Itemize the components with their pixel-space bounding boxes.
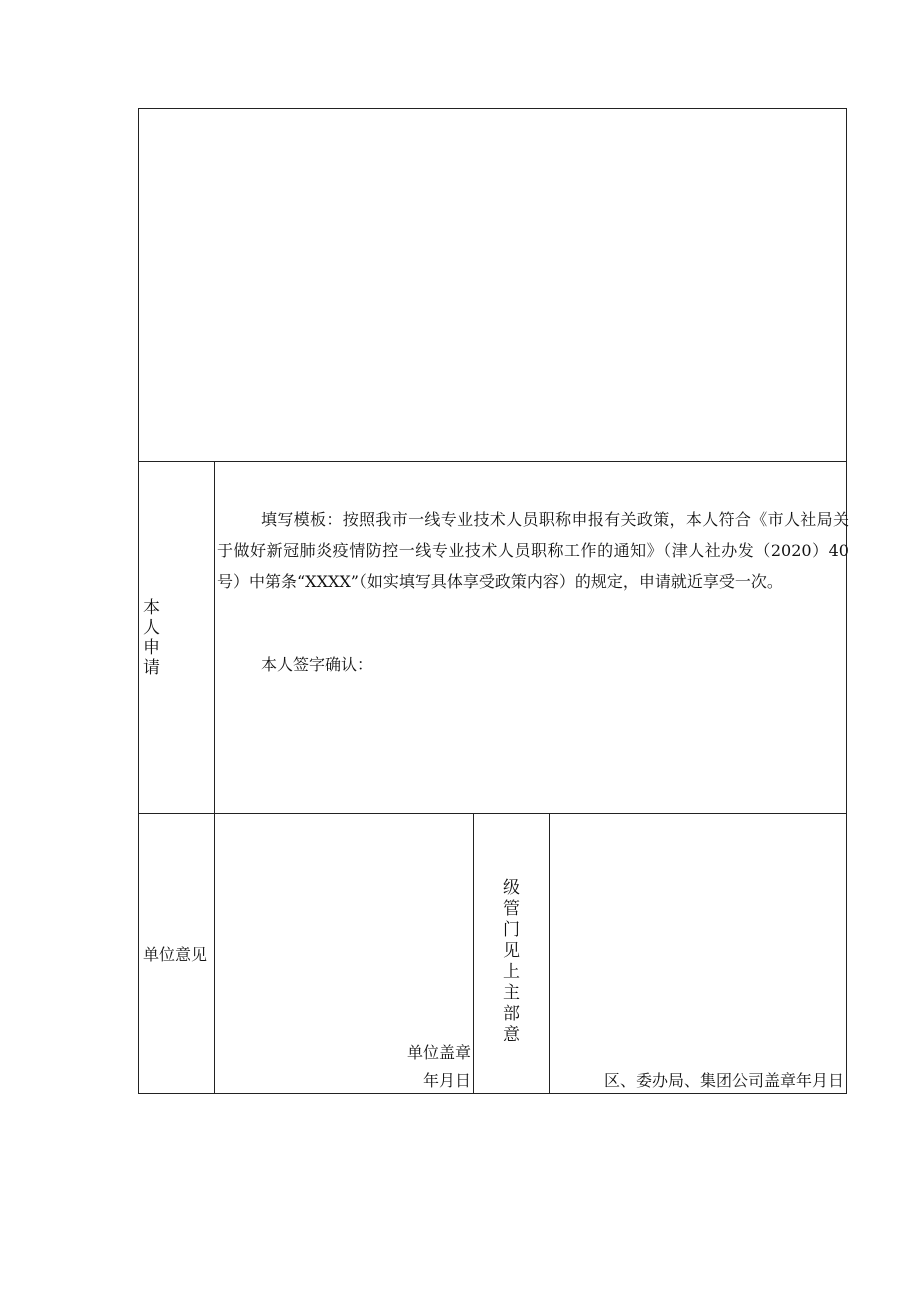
superior-label-char: 意 (503, 1025, 520, 1045)
superior-opinion-cell[interactable] (550, 814, 847, 1094)
signature-confirm-label: 本人签字确认： (261, 655, 374, 674)
unit-opinion-cell[interactable] (215, 814, 474, 1094)
unit-opinion-label: 单位意见 (139, 814, 215, 1094)
applicant-label (139, 462, 215, 814)
superior-label-char: 见 (503, 941, 520, 961)
superior-seal-date-label: 区、委办局、集团公司盖章年月日 (603, 1071, 844, 1090)
applicant-label-char: 请 (143, 657, 160, 678)
superior-label-char: 管 (503, 899, 520, 919)
applicant-label-char: 人 (143, 617, 160, 638)
blank-info-area (139, 109, 847, 462)
application-content-cell[interactable] (215, 462, 847, 814)
applicant-label-char: 申 (143, 637, 160, 658)
application-form-table (138, 108, 847, 1094)
superior-label-char: 级 (503, 878, 520, 898)
superior-opinion-label (474, 814, 550, 1094)
unit-date-label: 年月日 (422, 1071, 471, 1090)
superior-label-char: 门 (503, 920, 520, 940)
superior-label-char: 部 (503, 1004, 520, 1024)
unit-seal-label: 单位盖章 (406, 1043, 471, 1062)
superior-label-char: 主 (503, 983, 520, 1003)
application-statement: 填写模板：按照我市一线专业技术人员职称申报有关政策，本人符合《市人社局关于做好新冠肺炎疫情防控一线专业技术人员职称工作的通知》（津人社办发（2020）40号）中第条“XXXX”（如实填写具体享受政策内容）的规定，申请就近享受一次。 (217, 510, 849, 591)
superior-label-char: 上 (503, 962, 520, 982)
applicant-label-char: 本 (143, 597, 160, 618)
